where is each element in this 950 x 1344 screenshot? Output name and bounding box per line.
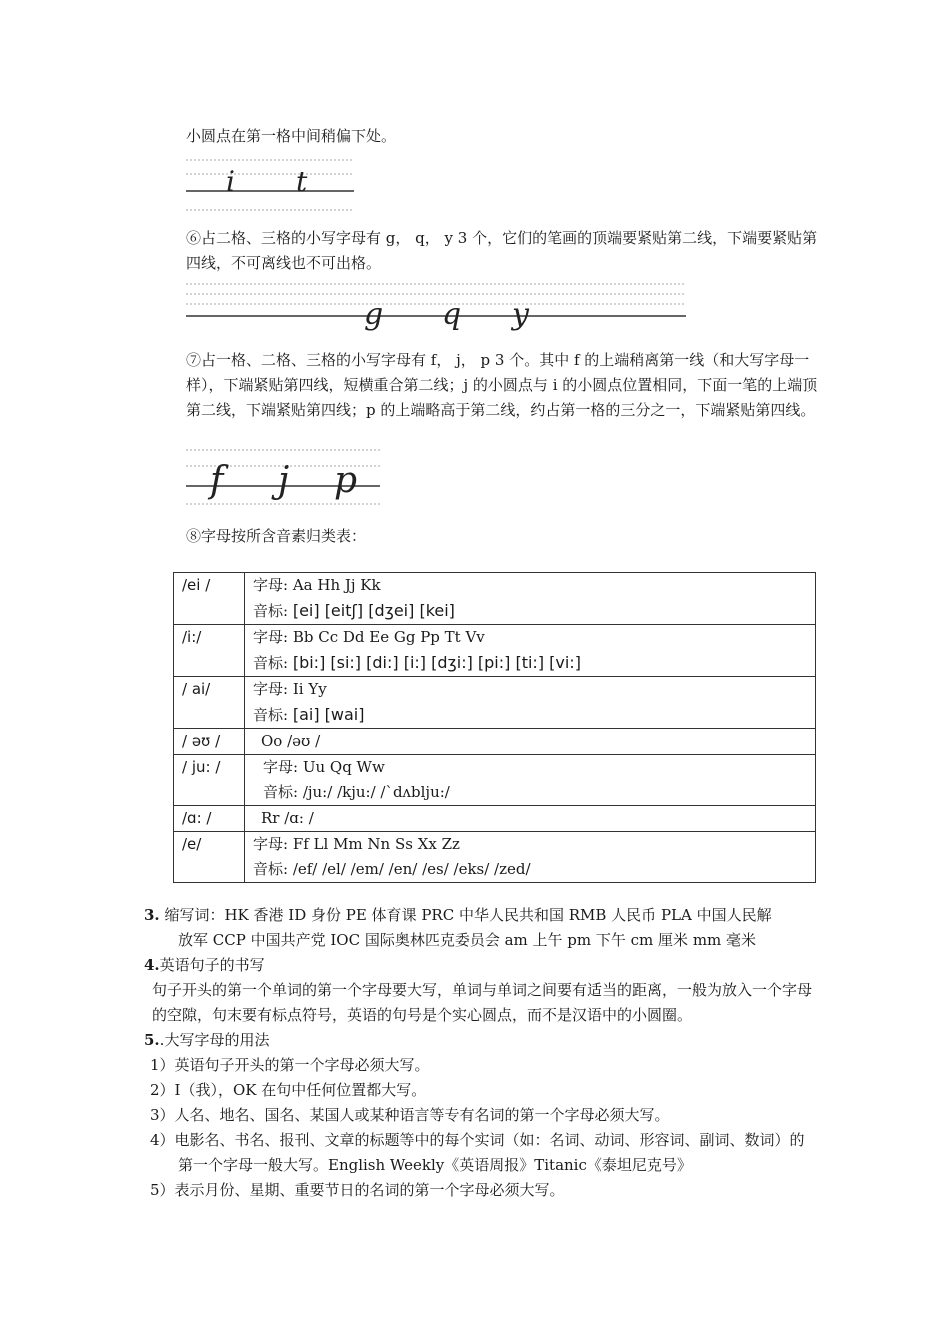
letters-cell bbox=[245, 677, 816, 729]
list-item: 2）I（我），OK 在句中任何位置都大写。 bbox=[150, 1081, 427, 1099]
table-row bbox=[174, 573, 816, 625]
sound-cell: /ei / bbox=[174, 573, 245, 625]
section-4-title: 英语句子的书写 bbox=[159, 956, 265, 974]
hw-letter-i: i bbox=[226, 165, 235, 198]
letters-line: 字母: Ff Ll Mm Nn Ss Xx Zz bbox=[253, 835, 460, 853]
letters-cell bbox=[245, 573, 816, 625]
letters-cell bbox=[245, 625, 816, 677]
handwriting-sample-fjp bbox=[184, 448, 382, 516]
ipa-label: 音标: bbox=[253, 706, 293, 724]
hw-letter-j: j bbox=[278, 460, 290, 501]
hw-letter-f: f bbox=[210, 460, 224, 501]
table-row bbox=[174, 832, 816, 883]
section-3-number: 3. bbox=[144, 906, 160, 924]
list-item: 4）电影名、书名、报刊、文章的标题等中的每个实词（如：名词、动词、形容词、副词、数词）的 bbox=[150, 1131, 805, 1149]
ipa-value: [ei] [eitʃ] [dʒei] [kei] bbox=[292, 601, 455, 620]
table-row bbox=[174, 677, 816, 729]
ipa-line bbox=[253, 598, 815, 624]
letters-cell bbox=[245, 755, 816, 806]
letters-cell bbox=[245, 832, 816, 883]
ipa-line: 音标: /ju:/ /kju:/ /ˋdʌblju:/ bbox=[263, 783, 450, 801]
section-4-body: 句子开头的第一个单词的第一个字母要大写，单词与单词之间要有适当的距离，一般为放入一个字母的空隙，句末要有标点符号，英语的句号是个实心圆点，而不是汉语中的小圆圈。 bbox=[152, 981, 813, 1024]
section-3-text: 缩写词：HK 香港 ID 身份 PE 体育课 PRC 中华人民共和国 RMB 人民币 PLA 中国人民解 bbox=[159, 906, 772, 924]
sound-cell: /e/ bbox=[174, 832, 245, 883]
section-5-title: .大写字母的用法 bbox=[159, 1031, 270, 1049]
sound-cell: /i:/ bbox=[174, 625, 245, 677]
section-3-line-2: 放军 CCP 中国共产党 IOC 国际奥林匹克委员会 am 上午 pm 下午 cm 厘米 mm 毫米 bbox=[178, 931, 757, 949]
ipa-label: 音标: bbox=[253, 654, 293, 672]
sound-cell: / əʊ / bbox=[174, 729, 245, 755]
item-6-text: ⑥占二格、三格的小写字母有 g， q， y 3 个，它们的笔画的顶端要紧贴第二线，下端要紧贴第四线，不可离线也不可出格。 bbox=[186, 229, 818, 272]
handwriting-sample-it bbox=[184, 158, 356, 216]
section-5-number: 5. bbox=[144, 1031, 160, 1049]
item-7-text: ⑦占一格、二格、三格的小写字母有 f， j， p 3 个。其中 f 的上端稍离第一线（和大写字母一样），下端紧贴第四线，短横重合第二线；j 的小圆点与 i 的小圆点位置相同，下面一笔的上端顶第二线，下端紧贴第四线；p 的上端略高于第二线，约占第一格的三分之一，下端紧贴第四线。 bbox=[186, 351, 818, 419]
ipa-line: 音标: /ef/ /el/ /em/ /en/ /es/ /eks/ /zed/ bbox=[253, 860, 531, 878]
sound-cell: /ɑ: / bbox=[174, 806, 245, 832]
section-4-heading bbox=[144, 953, 265, 978]
list-item: 5）表示月份、星期、重要节日的名词的第一个字母必须大写。 bbox=[150, 1181, 565, 1199]
table-row bbox=[174, 729, 816, 755]
letters-line: 字母: Uu Qq Ww bbox=[263, 758, 385, 776]
letters-cell: Oo /əʊ / bbox=[245, 729, 816, 755]
item-8-text: ⑧字母按所含音素归类表： bbox=[186, 527, 367, 545]
list-item: 3）人名、地名、国名、某国人或某种语言等专有名词的第一个字母必须大写。 bbox=[150, 1106, 670, 1124]
handwriting-sample-gqy bbox=[184, 280, 688, 340]
hw-letter-t: t bbox=[296, 165, 308, 198]
hw-letter-g: g bbox=[364, 297, 384, 332]
list-item-continuation: 第一个字母一般大写。English Weekly《英语周报》Titanic《泰坦尼克号》 bbox=[178, 1156, 692, 1174]
hw-letter-p: p bbox=[334, 460, 358, 501]
ipa-line bbox=[253, 650, 815, 676]
sound-cell: / ju: / bbox=[174, 755, 245, 806]
sound-cell: / ai/ bbox=[174, 677, 245, 729]
table-row bbox=[174, 755, 816, 806]
section-3-line-1 bbox=[144, 903, 772, 928]
letters-line: 字母: Aa Hh Jj Kk bbox=[253, 576, 381, 594]
hw-letter-q: q bbox=[442, 297, 462, 332]
hw-letter-y: y bbox=[512, 297, 529, 332]
ipa-value: [ai] [wai] bbox=[292, 705, 365, 724]
intro-text: 小圆点在第一格中间稍偏下处。 bbox=[186, 127, 397, 145]
letters-line: 字母: Bb Cc Dd Ee Gg Pp Tt Vv bbox=[253, 628, 485, 646]
ipa-line bbox=[253, 702, 815, 728]
ipa-value: [bi:] [si:] [di:] [i:] [dʒi:] [pi:] [ti:] [vi:] bbox=[292, 653, 581, 672]
letters-cell: Rr /ɑ: / bbox=[245, 806, 816, 832]
section-4-number: 4. bbox=[144, 956, 160, 974]
ipa-label: 音标: bbox=[253, 602, 293, 620]
table-row bbox=[174, 806, 816, 832]
phoneme-table bbox=[173, 572, 816, 883]
list-item: 1）英语句子开头的第一个字母必须大写。 bbox=[150, 1056, 430, 1074]
letters-line: 字母: Ii Yy bbox=[253, 680, 327, 698]
section-5-heading bbox=[144, 1028, 269, 1053]
table-row bbox=[174, 625, 816, 677]
